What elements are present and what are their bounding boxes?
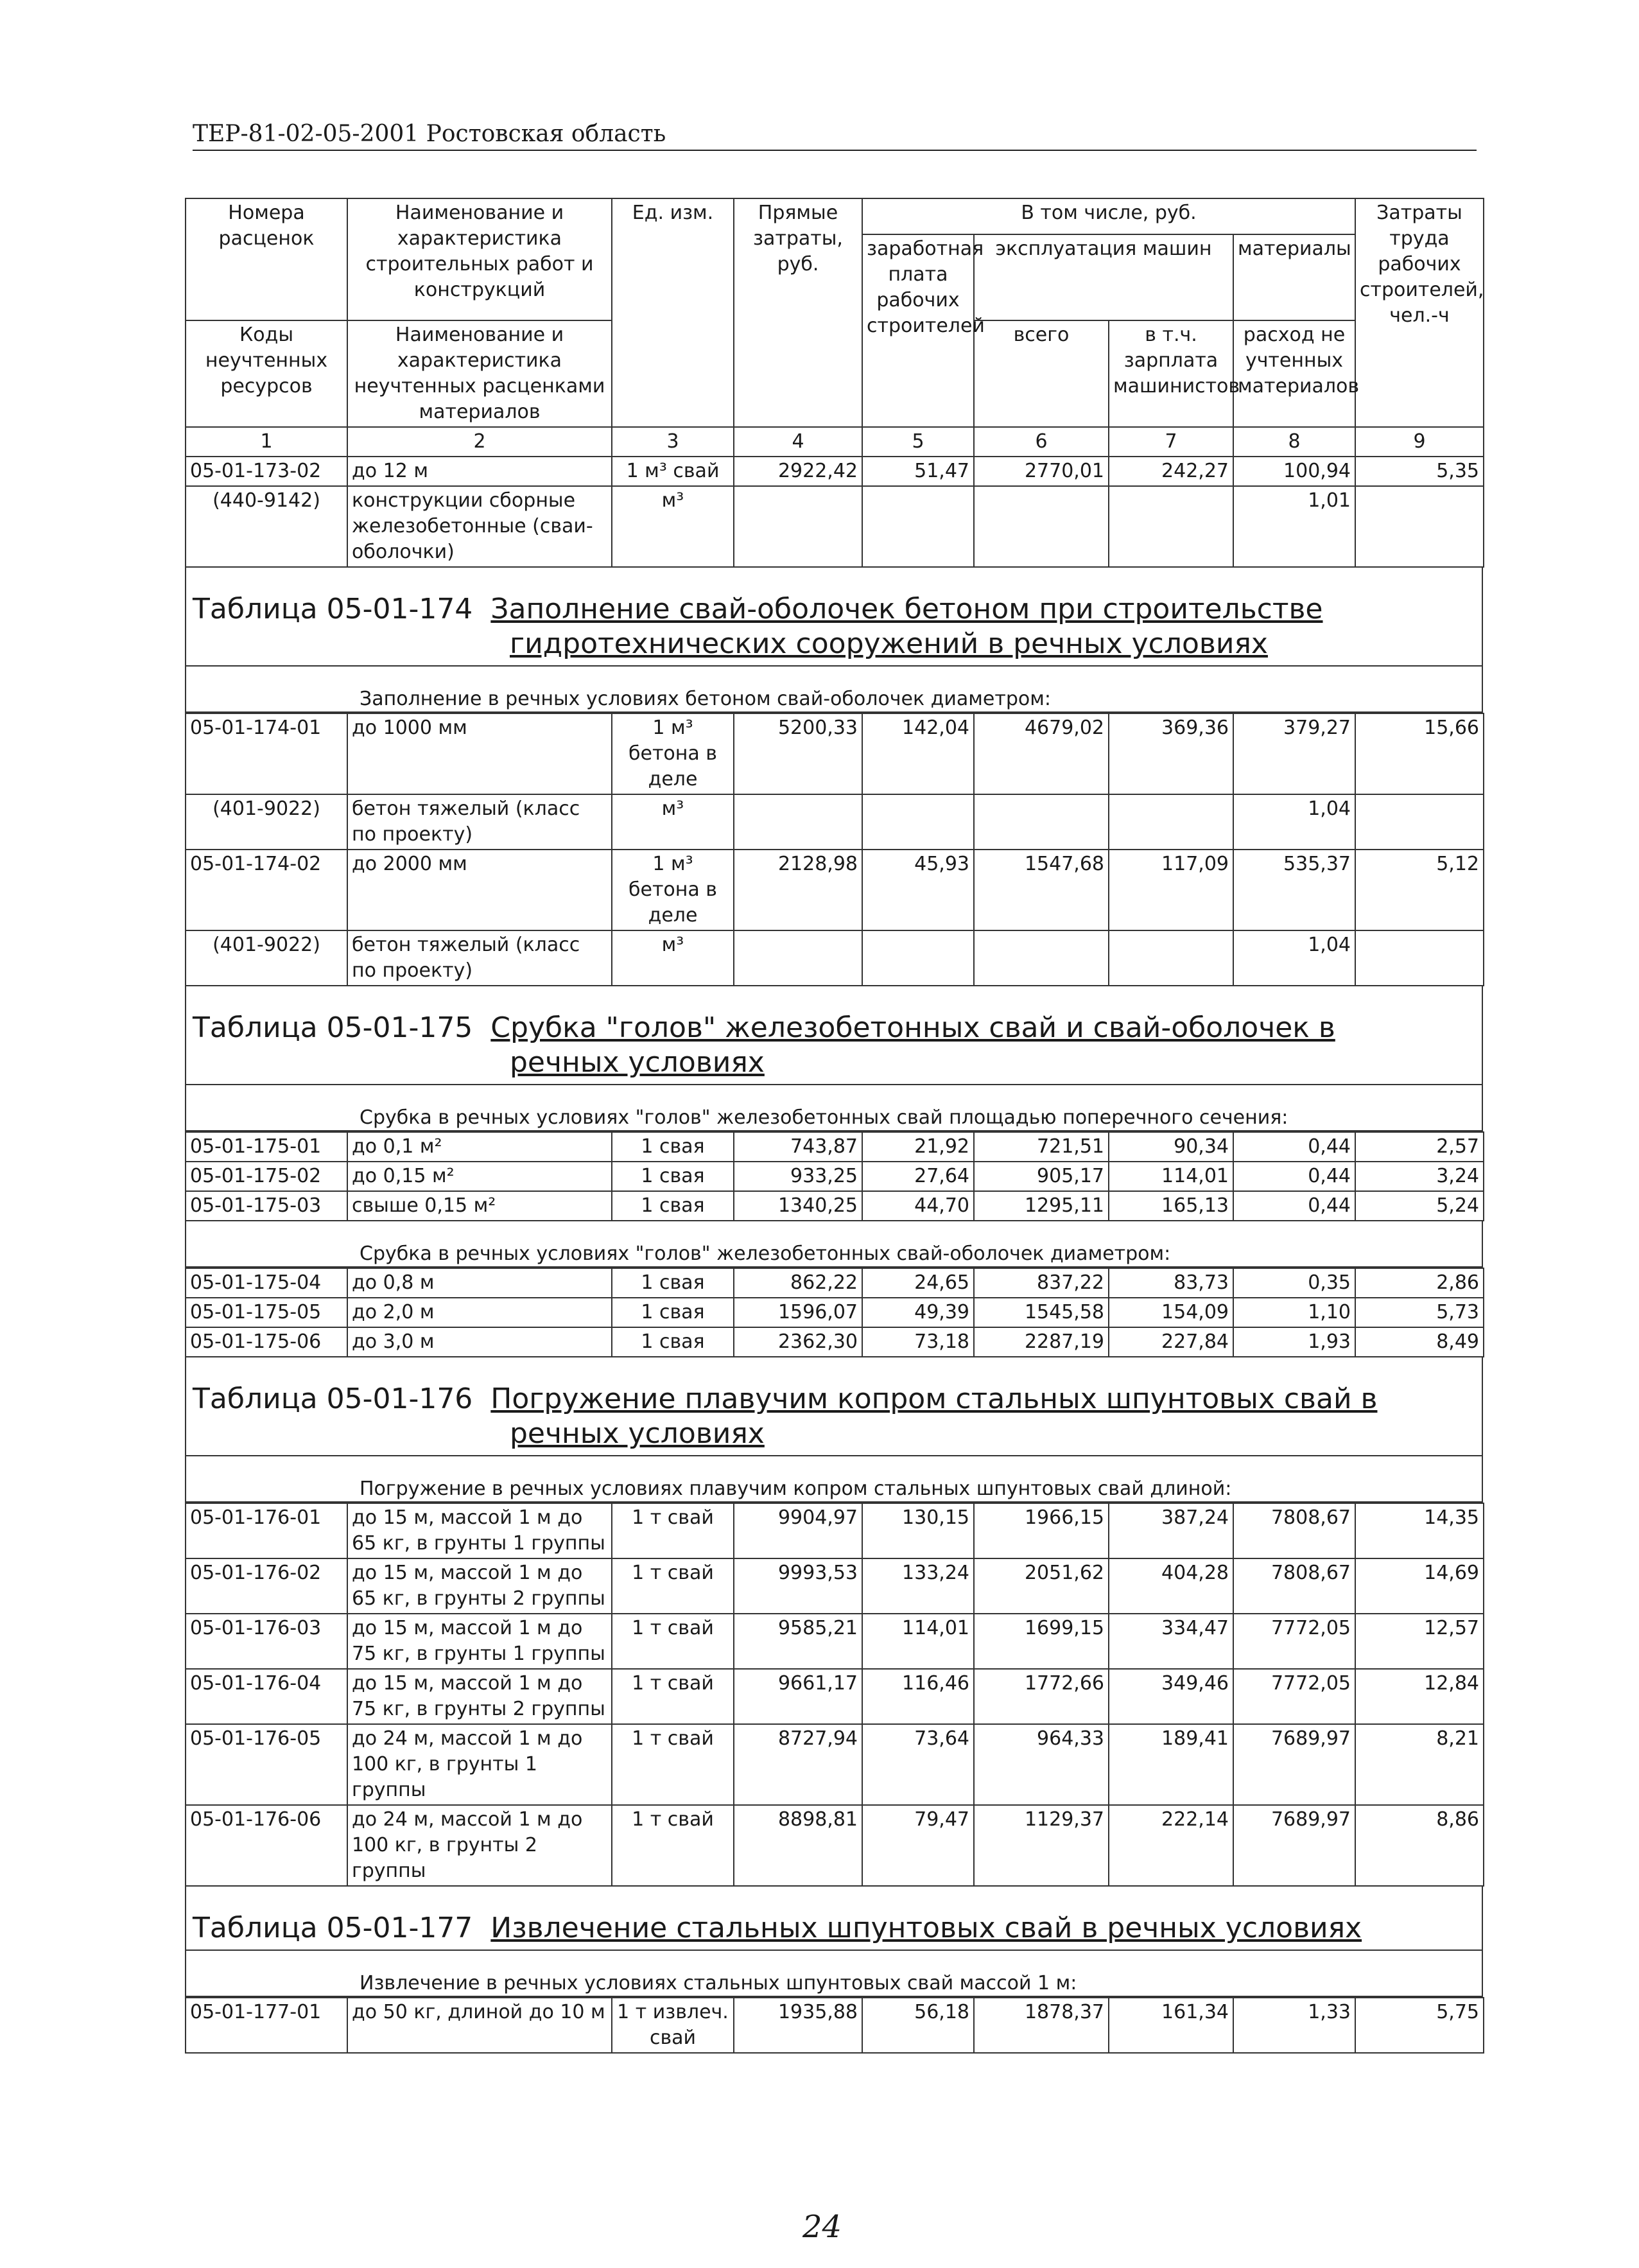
header-direct-costs: Прямые затраты, руб. <box>734 198 862 427</box>
table-title <box>185 1375 1483 1456</box>
labor: 2,86 <box>1355 1268 1484 1298</box>
work-name: до 15 м, массой 1 м до 65 кг, в грунты 1 группы <box>347 1503 612 1558</box>
table-05-01-174 <box>185 568 1483 986</box>
table-row <box>186 1268 1484 1298</box>
column-number: 2 <box>347 427 612 457</box>
unit: 1 т свай <box>612 1614 734 1669</box>
materials: 0,44 <box>1233 1191 1355 1221</box>
direct-costs: 5200,33 <box>734 713 862 794</box>
rate-code: 05-01-175-03 <box>186 1191 347 1221</box>
unit: 1 м³ бетона в деле <box>612 850 734 930</box>
machines: 837,22 <box>974 1268 1109 1298</box>
machinist-wage: 369,36 <box>1109 713 1233 794</box>
wage: 24,65 <box>862 1268 974 1298</box>
machinist-wage: 117,09 <box>1109 850 1233 930</box>
labor: 8,86 <box>1355 1805 1484 1886</box>
table-name: Извлечение стальных шпунтовых свай в речных условиях <box>490 1912 1362 1944</box>
table-title <box>185 586 1483 667</box>
header-resource-names: Наименование и характеристика неучтенных расценками материалов <box>347 320 612 427</box>
wage: 130,15 <box>862 1503 974 1558</box>
work-name: до 3,0 м <box>347 1327 612 1357</box>
materials: 100,94 <box>1233 457 1355 486</box>
machines: 2051,62 <box>974 1558 1109 1614</box>
table-row <box>186 1162 1484 1191</box>
column-number-row <box>186 427 1484 457</box>
unit: 1 т свай <box>612 1669 734 1724</box>
unit: 1 м³ свай <box>612 457 734 486</box>
work-name: до 1000 мм <box>347 713 612 794</box>
machines: 1699,15 <box>974 1614 1109 1669</box>
wage: 27,64 <box>862 1162 974 1191</box>
machinist-wage: 161,34 <box>1109 1998 1233 2053</box>
labor: 3,24 <box>1355 1162 1484 1191</box>
machines: 4679,02 <box>974 713 1109 794</box>
work-name: свыше 0,15 м² <box>347 1191 612 1221</box>
unit: 1 свая <box>612 1132 734 1162</box>
materials: 7689,97 <box>1233 1724 1355 1805</box>
work-name: до 2,0 м <box>347 1298 612 1327</box>
machines: 2287,19 <box>974 1327 1109 1357</box>
rate-code: 05-01-175-04 <box>186 1268 347 1298</box>
resource-code: (401-9022) <box>186 930 347 986</box>
materials: 1,10 <box>1233 1298 1355 1327</box>
machines: 964,33 <box>974 1724 1109 1805</box>
materials: 7772,05 <box>1233 1669 1355 1724</box>
column-number: 4 <box>734 427 862 457</box>
column-number: 1 <box>186 427 347 457</box>
header-including-group: В том числе, руб. <box>862 198 1355 234</box>
table-caption: Погружение в речных условиях плавучим копром стальных шпунтовых свай длиной: <box>185 1474 1483 1503</box>
resource-code: (401-9022) <box>186 794 347 850</box>
table-name-cont: речных условиях <box>510 1417 765 1450</box>
table-caption: Заполнение в речных условиях бетоном свай-оболочек диаметром: <box>185 685 1483 713</box>
rate-code: 05-01-175-02 <box>186 1162 347 1191</box>
header-labor: Затраты труда рабочих строителей, чел.-ч <box>1355 198 1484 427</box>
rate-code: 05-01-175-05 <box>186 1298 347 1327</box>
labor: 5,12 <box>1355 850 1484 930</box>
header-resource-codes: Коды неучтенных ресурсов <box>186 320 347 427</box>
materials: 0,44 <box>1233 1132 1355 1162</box>
rates-table <box>185 713 1484 986</box>
rates-frame <box>185 198 1483 2214</box>
header-rate-numbers: Номера расценок <box>186 198 347 320</box>
table-caption: Срубка в речных условиях "голов" железобетонных свай площадью поперечного сечения: <box>185 1103 1483 1131</box>
machines: 1966,15 <box>974 1503 1109 1558</box>
rate-code: 05-01-174-02 <box>186 850 347 930</box>
rate-code: 05-01-174-01 <box>186 713 347 794</box>
table-name-cont: речных условиях <box>510 1046 765 1079</box>
labor: 8,49 <box>1355 1327 1484 1357</box>
column-number: 5 <box>862 427 974 457</box>
resource-row <box>186 930 1484 986</box>
labor: 2,57 <box>1355 1132 1484 1162</box>
work-name: до 15 м, массой 1 м до 65 кг, в грунты 2 группы <box>347 1558 612 1614</box>
resource-qty: 1,01 <box>1233 486 1355 567</box>
materials: 7772,05 <box>1233 1614 1355 1669</box>
direct-costs: 2362,30 <box>734 1327 862 1357</box>
page-number: 24 <box>802 2209 842 2245</box>
rate-code: 05-01-176-01 <box>186 1503 347 1558</box>
resource-qty: 1,04 <box>1233 930 1355 986</box>
direct-costs: 9661,17 <box>734 1669 862 1724</box>
machinist-wage: 334,47 <box>1109 1614 1233 1669</box>
direct-costs: 1340,25 <box>734 1191 862 1221</box>
wage: 45,93 <box>862 850 974 930</box>
table-row <box>186 1614 1484 1669</box>
header-unit: Ед. изм. <box>612 198 734 427</box>
labor: 5,35 <box>1355 457 1484 486</box>
materials: 379,27 <box>1233 713 1355 794</box>
table-row <box>186 1503 1484 1558</box>
direct-costs: 9993,53 <box>734 1558 862 1614</box>
table-label: Таблица 05-01-174 <box>193 593 473 625</box>
table-row <box>186 457 1484 486</box>
rate-code: 05-01-176-04 <box>186 1669 347 1724</box>
materials: 0,35 <box>1233 1268 1355 1298</box>
machines: 1547,68 <box>974 850 1109 930</box>
wage: 49,39 <box>862 1298 974 1327</box>
header-machines-group: эксплуатация машин <box>974 234 1233 320</box>
machines: 1772,66 <box>974 1669 1109 1724</box>
column-header-table <box>185 198 1484 568</box>
direct-costs: 8898,81 <box>734 1805 862 1886</box>
table-row <box>186 713 1484 794</box>
table-name: Погружение плавучим копром стальных шпунтовых свай в <box>490 1383 1378 1415</box>
table-label: Таблица 05-01-175 <box>193 1011 473 1044</box>
table-caption: Срубка в речных условиях "голов" железобетонных свай-оболочек диаметром: <box>185 1239 1483 1268</box>
direct-costs: 933,25 <box>734 1162 862 1191</box>
wage: 56,18 <box>862 1998 974 2053</box>
materials: 535,37 <box>1233 850 1355 930</box>
table-label: Таблица 05-01-176 <box>193 1383 473 1415</box>
table-title <box>185 1004 1483 1085</box>
rate-code: 05-01-176-02 <box>186 1558 347 1614</box>
materials: 7689,97 <box>1233 1805 1355 1886</box>
labor: 12,57 <box>1355 1614 1484 1669</box>
machines: 905,17 <box>974 1162 1109 1191</box>
document-title: ТЕР-81-02-05-2001 Ростовская область <box>193 121 666 147</box>
wage: 51,47 <box>862 457 974 486</box>
unit: 1 свая <box>612 1298 734 1327</box>
resource-row <box>186 486 1484 567</box>
table-row <box>186 1669 1484 1724</box>
direct-costs: 8727,94 <box>734 1724 862 1805</box>
column-number: 9 <box>1355 427 1484 457</box>
table-name: Срубка "голов" железобетонных свай и свай-оболочек в <box>490 1011 1335 1044</box>
machinist-wage: 83,73 <box>1109 1268 1233 1298</box>
resource-name: бетон тяжелый (класс по проекту) <box>347 930 612 986</box>
table-row <box>186 1132 1484 1162</box>
materials: 1,93 <box>1233 1327 1355 1357</box>
table-label: Таблица 05-01-177 <box>193 1912 473 1944</box>
unit: 1 свая <box>612 1327 734 1357</box>
table-name-cont: гидротехнических сооружений в речных условиях <box>510 627 1268 660</box>
unit: 1 т извлеч. свай <box>612 1998 734 2053</box>
wage: 44,70 <box>862 1191 974 1221</box>
table-row <box>186 1327 1484 1357</box>
table-row <box>186 1191 1484 1221</box>
unit: 1 свая <box>612 1162 734 1191</box>
header-machines-total: всего <box>974 320 1109 427</box>
wage: 73,64 <box>862 1724 974 1805</box>
machines: 1878,37 <box>974 1998 1109 2053</box>
resource-unit: м³ <box>612 486 734 567</box>
rate-code: 05-01-176-05 <box>186 1724 347 1805</box>
rate-code: 05-01-175-01 <box>186 1132 347 1162</box>
header-work-name: Наименование и характеристика строительных работ и конструкций <box>347 198 612 320</box>
table-05-01-176 <box>185 1357 1483 1887</box>
direct-costs: 1596,07 <box>734 1298 862 1327</box>
table-row <box>186 1558 1484 1614</box>
work-name: до 24 м, массой 1 м до 100 кг, в грунты 2 группы <box>347 1805 612 1886</box>
direct-costs: 743,87 <box>734 1132 862 1162</box>
work-name: до 50 кг, длиной до 10 м <box>347 1998 612 2053</box>
rate-code: 05-01-173-02 <box>186 457 347 486</box>
machines: 721,51 <box>974 1132 1109 1162</box>
unit: 1 свая <box>612 1268 734 1298</box>
resource-unit: м³ <box>612 794 734 850</box>
rate-code: 05-01-176-03 <box>186 1614 347 1669</box>
machinist-wage: 349,46 <box>1109 1669 1233 1724</box>
machinist-wage: 189,41 <box>1109 1724 1233 1805</box>
rates-table <box>185 1997 1484 2054</box>
header-machinist-wage: в т.ч. зарплата машинистов <box>1109 320 1233 427</box>
labor: 12,84 <box>1355 1669 1484 1724</box>
rates-table <box>185 1268 1484 1357</box>
table-row <box>186 850 1484 930</box>
wage: 79,47 <box>862 1805 974 1886</box>
machinist-wage: 242,27 <box>1109 457 1233 486</box>
column-number: 3 <box>612 427 734 457</box>
table-05-01-175 <box>185 986 1483 1357</box>
document-header <box>193 121 1477 151</box>
resource-name: конструкции сборные железобетонные (сваи-оболочки) <box>347 486 612 567</box>
rates-table <box>185 1503 1484 1887</box>
rate-code: 05-01-176-06 <box>186 1805 347 1886</box>
direct-costs: 2922,42 <box>734 457 862 486</box>
machinist-wage: 227,84 <box>1109 1327 1233 1357</box>
table-title <box>185 1905 1483 1951</box>
labor: 8,21 <box>1355 1724 1484 1805</box>
machinist-wage: 387,24 <box>1109 1503 1233 1558</box>
machinist-wage: 90,34 <box>1109 1132 1233 1162</box>
machines: 1545,58 <box>974 1298 1109 1327</box>
direct-costs: 9585,21 <box>734 1614 862 1669</box>
wage: 114,01 <box>862 1614 974 1669</box>
unit: 1 т свай <box>612 1805 734 1886</box>
table-row <box>186 1298 1484 1327</box>
work-name: до 0,15 м² <box>347 1162 612 1191</box>
column-number: 8 <box>1233 427 1355 457</box>
work-name: до 2000 мм <box>347 850 612 930</box>
column-number: 7 <box>1109 427 1233 457</box>
labor: 14,69 <box>1355 1558 1484 1614</box>
direct-costs: 1935,88 <box>734 1998 862 2053</box>
table-row <box>186 1998 1484 2053</box>
work-name: до 15 м, массой 1 м до 75 кг, в грунты 2 группы <box>347 1669 612 1724</box>
table-row <box>186 1724 1484 1805</box>
direct-costs: 862,22 <box>734 1268 862 1298</box>
materials: 7808,67 <box>1233 1558 1355 1614</box>
resource-unit: м³ <box>612 930 734 986</box>
machinist-wage: 114,01 <box>1109 1162 1233 1191</box>
table-caption: Извлечение в речных условиях стальных шпунтовых свай массой 1 м: <box>185 1969 1483 1997</box>
work-name: до 0,8 м <box>347 1268 612 1298</box>
table-name: Заполнение свай-оболочек бетоном при строительстве <box>490 593 1323 625</box>
work-name: до 15 м, массой 1 м до 75 кг, в грунты 1 группы <box>347 1614 612 1669</box>
materials: 7808,67 <box>1233 1503 1355 1558</box>
wage: 73,18 <box>862 1327 974 1357</box>
rates-table <box>185 1131 1484 1221</box>
unit: 1 т свай <box>612 1724 734 1805</box>
unit: 1 свая <box>612 1191 734 1221</box>
rate-code: 05-01-175-06 <box>186 1327 347 1357</box>
wage: 116,46 <box>862 1669 974 1724</box>
resource-code: (440-9142) <box>186 486 347 567</box>
work-name: до 12 м <box>347 457 612 486</box>
machines: 2770,01 <box>974 457 1109 486</box>
machinist-wage: 165,13 <box>1109 1191 1233 1221</box>
unit: 1 т свай <box>612 1503 734 1558</box>
table-05-01-177 <box>185 1887 1483 2054</box>
machines: 1129,37 <box>974 1805 1109 1886</box>
work-name: до 0,1 м² <box>347 1132 612 1162</box>
resource-row <box>186 794 1484 850</box>
direct-costs: 2128,98 <box>734 850 862 930</box>
labor: 14,35 <box>1355 1503 1484 1558</box>
header-materials: материалы <box>1233 234 1355 320</box>
materials: 0,44 <box>1233 1162 1355 1191</box>
resource-qty: 1,04 <box>1233 794 1355 850</box>
machinist-wage: 404,28 <box>1109 1558 1233 1614</box>
header-material-consumption: расход не учтенных материалов <box>1233 320 1355 427</box>
column-number: 6 <box>974 427 1109 457</box>
wage: 21,92 <box>862 1132 974 1162</box>
labor: 5,75 <box>1355 1998 1484 2053</box>
machines: 1295,11 <box>974 1191 1109 1221</box>
header-wage: заработная плата рабочих строителей <box>862 234 974 427</box>
rate-code: 05-01-177-01 <box>186 1998 347 2053</box>
direct-costs: 9904,97 <box>734 1503 862 1558</box>
labor: 5,73 <box>1355 1298 1484 1327</box>
materials: 1,33 <box>1233 1998 1355 2053</box>
table-row <box>186 1805 1484 1886</box>
work-name: до 24 м, массой 1 м до 100 кг, в грунты 1 группы <box>347 1724 612 1805</box>
machinist-wage: 222,14 <box>1109 1805 1233 1886</box>
labor: 5,24 <box>1355 1191 1484 1221</box>
resource-name: бетон тяжелый (класс по проекту) <box>347 794 612 850</box>
wage: 133,24 <box>862 1558 974 1614</box>
labor: 15,66 <box>1355 713 1484 794</box>
unit: 1 т свай <box>612 1558 734 1614</box>
unit: 1 м³ бетона в деле <box>612 713 734 794</box>
wage: 142,04 <box>862 713 974 794</box>
machinist-wage: 154,09 <box>1109 1298 1233 1327</box>
